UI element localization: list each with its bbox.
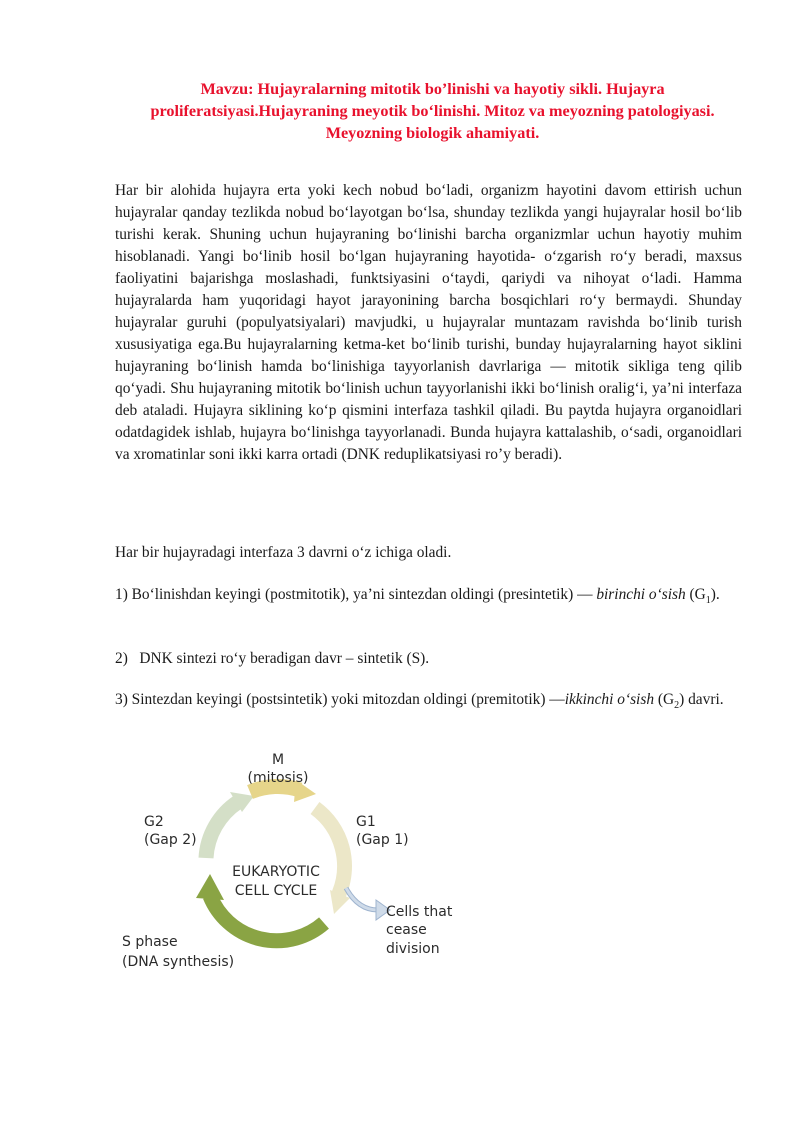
- m-label: M: [271, 752, 285, 768]
- mitosis-arc: [250, 786, 300, 792]
- g1-sub-label: (Gap 1): [356, 832, 409, 848]
- suffix: ) davri.: [679, 691, 724, 708]
- page-title: Mavzu: Hujayralarning mitotik bo’linishi va hayotiy sikli. Hujayra proliferatsiyasi.Hujayraning meyotik bo‘linishi. Mitoz va meyozning patologiyasi. Meyozning biologik ahamiyati.: [150, 80, 715, 142]
- g2-arc: [206, 802, 238, 858]
- italic-term: ikkinchi o‘sish: [564, 691, 655, 708]
- suffix: (G: [685, 586, 706, 603]
- list-item-text: 1) Bo‘linishdan keyingi (postmitotik), ya’ni sintezdan oldingi (presintetik) —: [115, 586, 593, 603]
- exit-label-line3: division: [386, 941, 440, 957]
- g1-arc: [315, 808, 344, 896]
- s-phase-sub-label: (DNA synthesis): [122, 954, 235, 970]
- cell-cycle-diagram: [110, 748, 470, 983]
- list-item-g2: [115, 689, 742, 711]
- center-label-line1: EUKARYOTIC: [232, 864, 320, 880]
- paragraph-interphase: Har bir hujayradagi interfaza 3 davrni o‘z ichiga oladi.: [115, 544, 452, 561]
- exit-label-line1: Cells that: [386, 904, 453, 920]
- list-item-s: 2) DNK sintezi ro‘y beradigan davr – sintetik (S).: [115, 650, 430, 667]
- italic-term: birinchi o‘sish: [596, 586, 686, 603]
- suffix: ).: [710, 586, 720, 603]
- paragraph-intro: Har bir alohida hujayra erta yoki kech nobud bo‘ladi, organizm hayotini davom ettirish uchun hujayralar qanday tezlikda nobud bo‘layotgan bo‘lsa, shunday tezlikda yangi hujayralar hosil bo‘lib turishi kerak. Shuning uchun hujayraning bo‘linishi barcha organizmlar uchun hayotiy muhim hisoblanadi. Yangi bo‘linib hosil bo‘lgan hujayraning hayotida- o‘zgarish ro‘y beradi, maxsus faoliyatini bajarishga moslashadi, funktsiyasini o‘taydi, qariydi va nihoyat o‘ladi. Hamma hujayralarda ham yuqoridagi hayot jarayonining barcha bosqichlari ro‘y bermaydi. Shunday hujayralar guruhi (populyatsiyalari) mavjudki, u hujayralar muntazam ravishda bo‘linib turish xususiyatiga ega.Bu hujayralarning ketma-ket bo‘linib turishi, bunday hujayralarning hayot siklini hujayraning bo‘linish hamda bo‘linishiga tayyorlanish davrlariga — mitotik sikliga teng qilib qo‘yadi. Shu hujayraning mitotik bo‘linish uchun tayyorlanishi ikki bo‘linish oralig‘i, ya’ni interfaza deb ataladi. Hujayra siklining ko‘p qismini interfaza tashkil qiladi. Bu paytda hujayra organoidlari odatdagidek ishlab, hujayra bo‘linishga tayyorlanadi. Bunda hujayra kattalashib, o‘sadi, organoidlari va xromatinlar soni ikki karra ortadi (DNK reduplikatsiyasi ro’y beradi).: [115, 182, 742, 463]
- list-item-text: 3) Sintezdan keyingi (postsintetik) yoki mitozdan oldingi (premitotik) —: [115, 691, 565, 708]
- exit-label-line2: cease: [386, 922, 427, 938]
- subscript: 2: [674, 700, 680, 712]
- list-item-g1: [115, 584, 742, 606]
- g2-label: G2: [144, 814, 164, 830]
- s-phase-arc: [210, 896, 324, 941]
- subscript: 1: [705, 595, 711, 607]
- s-phase-label: S phase: [122, 934, 178, 950]
- g2-sub-label: (Gap 2): [144, 832, 197, 848]
- g1-label: G1: [356, 814, 376, 830]
- m-sub-label: (mitosis): [247, 770, 309, 786]
- center-label-line2: CELL CYCLE: [234, 883, 318, 899]
- suffix: (G: [654, 691, 675, 708]
- s-phase-arrowhead: [196, 874, 224, 900]
